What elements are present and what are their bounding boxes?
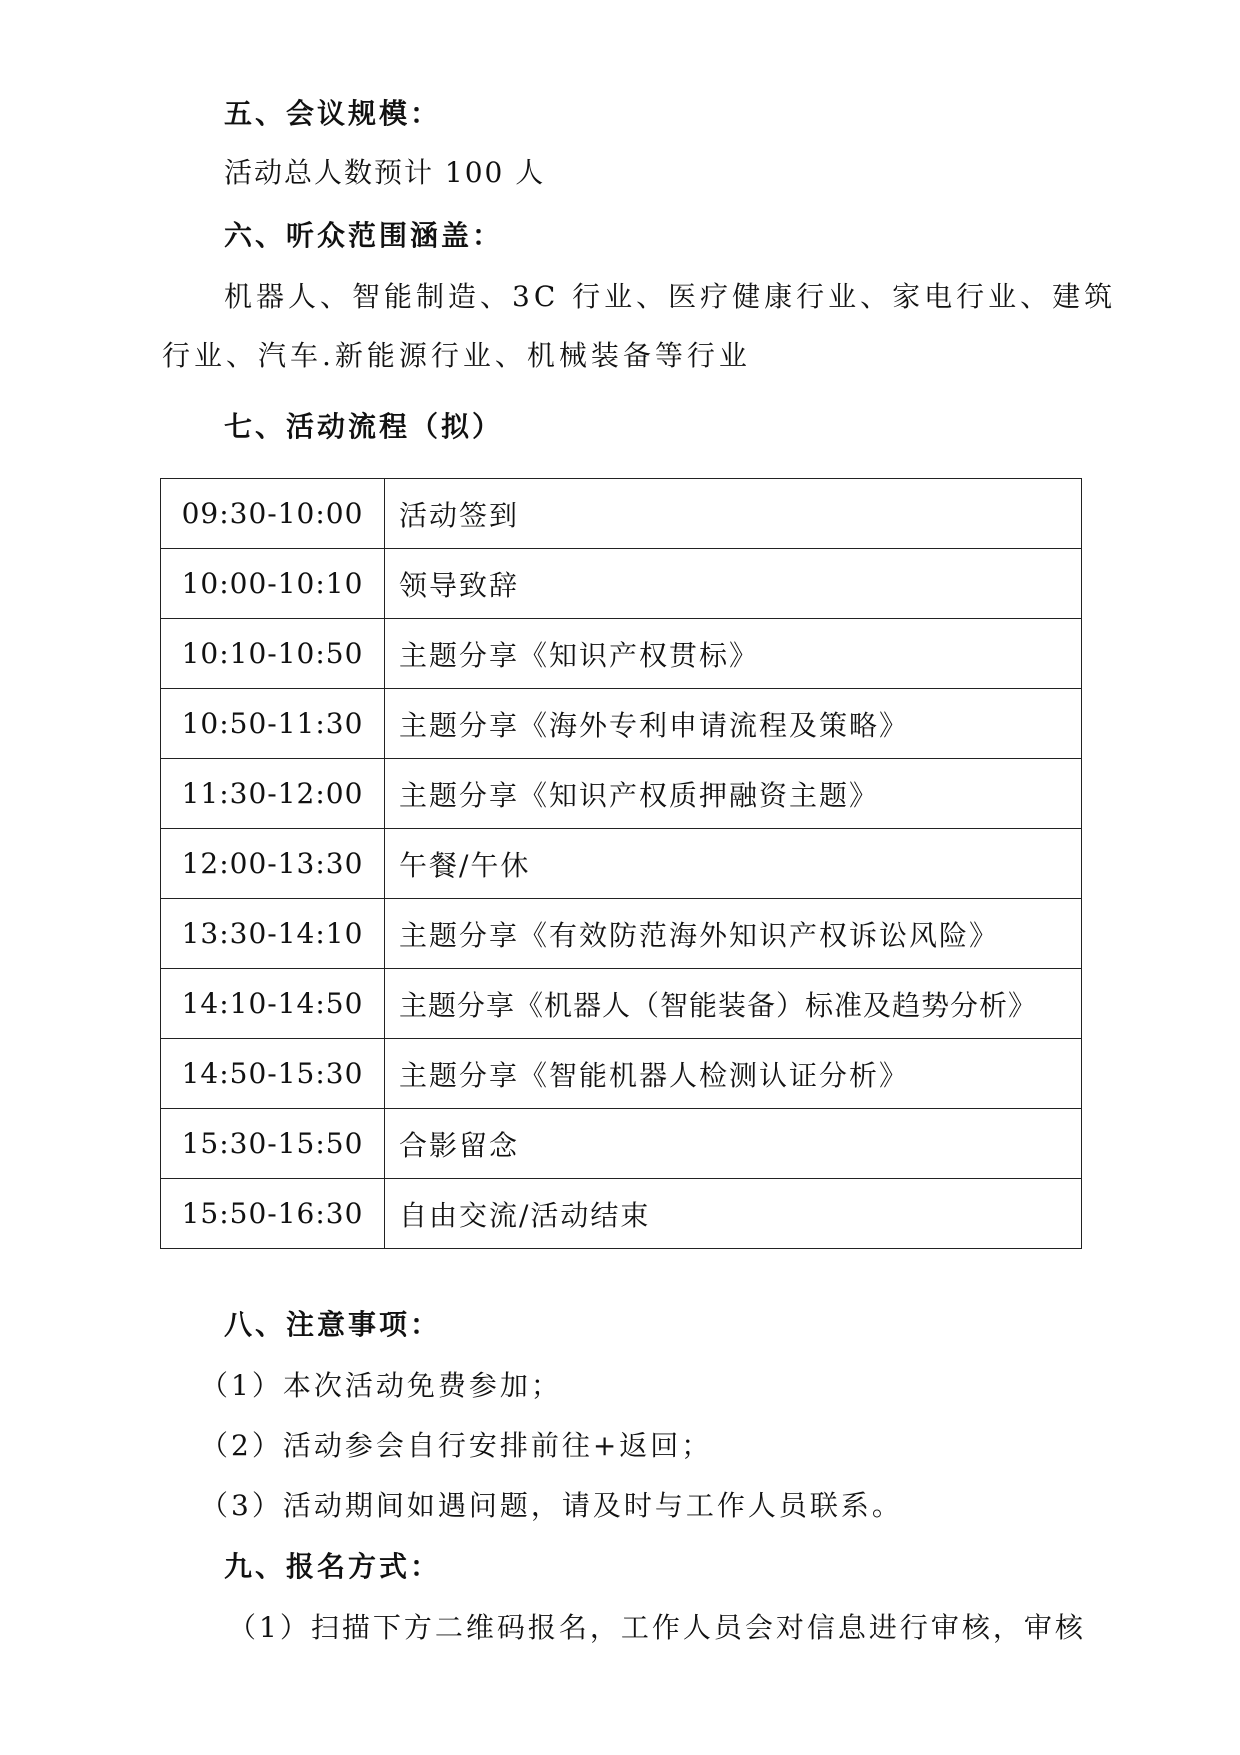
- row-time: 14:50-15:30: [161, 1039, 385, 1109]
- row-desc: 主题分享《智能机器人检测认证分析》: [385, 1039, 1082, 1109]
- section-6-heading: 六、听众范围涵盖：: [224, 219, 504, 252]
- section-7-heading: 七、活动流程（拟）: [224, 410, 504, 443]
- row-desc: 主题分享《机器人（智能装备）标准及趋势分析》: [385, 969, 1082, 1039]
- table-row: [161, 1109, 1082, 1179]
- section-9-heading: 九、报名方式：: [224, 1550, 442, 1583]
- note-item-1: （1）本次活动免费参加；: [200, 1369, 562, 1402]
- registration-item-1: （1）扫描下方二维码报名，工作人员会对信息进行审核，审核: [228, 1611, 1086, 1644]
- row-time: 15:30-15:50: [161, 1109, 385, 1179]
- row-time: 13:30-14:10: [161, 899, 385, 969]
- row-desc: 主题分享《知识产权贯标》: [385, 619, 1082, 689]
- row-desc: 活动签到: [385, 479, 1082, 549]
- row-time: 09:30-10:00: [161, 479, 385, 549]
- audience-line-2: 行业、汽车.新能源行业、机械装备等行业: [162, 339, 751, 372]
- row-time: 12:00-13:30: [161, 829, 385, 899]
- row-desc: 主题分享《海外专利申请流程及策略》: [385, 689, 1082, 759]
- row-desc: 午餐/午休: [385, 829, 1082, 899]
- attendance-text: 活动总人数预计 100 人: [224, 156, 546, 189]
- table-row: [161, 479, 1082, 549]
- table-row: [161, 1179, 1082, 1249]
- table-row: [161, 969, 1082, 1039]
- row-time: 10:00-10:10: [161, 549, 385, 619]
- table-row: [161, 619, 1082, 689]
- row-desc: 自由交流/活动结束: [385, 1179, 1082, 1249]
- row-time: 14:10-14:50: [161, 969, 385, 1039]
- row-desc: 合影留念: [385, 1109, 1082, 1179]
- note-item-2: （2）活动参会自行安排前往+返回；: [200, 1429, 713, 1462]
- audience-line-1: 机器人、智能制造、3C 行业、医疗健康行业、家电行业、建筑: [224, 280, 1117, 313]
- row-desc: 主题分享《有效防范海外知识产权诉讼风险》: [385, 899, 1082, 969]
- note-item-3: （3）活动期间如遇问题，请及时与工作人员联系。: [200, 1489, 903, 1522]
- row-time: 15:50-16:30: [161, 1179, 385, 1249]
- row-time: 11:30-12:00: [161, 759, 385, 829]
- row-desc: 主题分享《知识产权质押融资主题》: [385, 759, 1082, 829]
- row-time: 10:50-11:30: [161, 689, 385, 759]
- table-row: [161, 1039, 1082, 1109]
- table-row: [161, 899, 1082, 969]
- section-5-heading: 五、会议规模：: [224, 97, 442, 130]
- section-8-heading: 八、注意事项：: [224, 1308, 442, 1341]
- table-row: [161, 759, 1082, 829]
- row-desc: 领导致辞: [385, 549, 1082, 619]
- table-row: [161, 549, 1082, 619]
- table-row: [161, 689, 1082, 759]
- row-time: 10:10-10:50: [161, 619, 385, 689]
- schedule-table: [160, 478, 1082, 1249]
- table-row: [161, 829, 1082, 899]
